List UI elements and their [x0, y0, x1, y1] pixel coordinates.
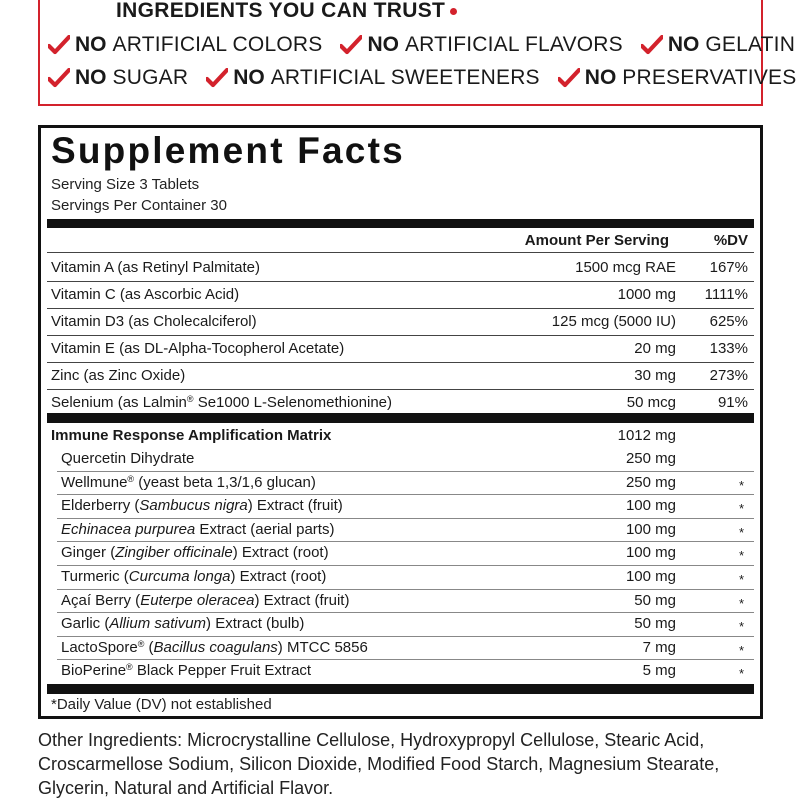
header-dv: %DV — [713, 232, 748, 249]
ingredient-dv: * — [738, 572, 744, 587]
matrix-ingredient-row — [47, 566, 754, 590]
serving-size: Serving Size 3 Tablets — [51, 176, 200, 193]
check-icon — [48, 68, 70, 88]
thick-divider — [47, 413, 754, 423]
trust-claim — [558, 66, 797, 90]
thick-divider — [47, 219, 754, 228]
trust-title-text: INGREDIENTS YOU CAN TRUST — [116, 0, 446, 22]
latin-name: Bacillus coagulans — [153, 638, 278, 656]
header-amount: Amount Per Serving — [524, 232, 669, 249]
matrix-ingredient-row — [47, 637, 754, 661]
claim-no: NO — [667, 33, 700, 56]
matrix-ingredient-row — [47, 472, 754, 496]
claim-no: NO — [75, 66, 107, 89]
thick-divider — [47, 684, 754, 694]
matrix-ingredient-row — [47, 660, 754, 684]
matrix-ingredient-row — [47, 448, 754, 472]
check-icon — [340, 35, 362, 55]
nutrient-name: Vitamin A (as Retinyl Palmitate) — [51, 259, 260, 276]
claim-no: NO — [75, 33, 107, 56]
title-dot — [450, 8, 457, 15]
nutrient-dv: 273% — [709, 367, 748, 384]
header-divider — [47, 252, 754, 253]
nutrient-row — [47, 282, 754, 309]
claim-no: NO — [584, 66, 617, 89]
matrix-ingredient-row — [47, 519, 754, 543]
matrix-amount: 1012 mg — [617, 427, 676, 444]
servings-per-container: Servings Per Container 30 — [51, 197, 227, 214]
claim-text: ARTIFICIAL SWEETENERS — [270, 66, 540, 89]
claim-text: SUGAR — [112, 66, 189, 89]
matrix-row — [47, 425, 754, 447]
ingredient-name: Turmeric (Curcuma longa) Extract (root) — [61, 568, 327, 585]
nutrient-name: Vitamin C (as Ascorbic Acid) — [51, 286, 240, 303]
ingredient-name: Wellmune® (yeast beta 1,3/1,6 glucan) — [61, 473, 316, 491]
ingredient-amount: 100 mg — [625, 544, 676, 562]
registered-mark: ® — [126, 662, 133, 673]
trust-claim — [206, 66, 540, 90]
trust-row-1 — [48, 33, 800, 57]
ingredient-name: LactoSpore® (Bacillus coagulans) MTCC 5856 — [61, 638, 368, 656]
matrix-ingredient-row — [47, 542, 754, 566]
ingredient-name: Açaí Berry (Euterpe oleracea) Extract (fruit) — [61, 591, 350, 609]
nutrient-name: Zinc (as Zinc Oxide) — [51, 367, 186, 384]
nutrient-row — [47, 336, 754, 363]
ingredient-amount: 250 mg — [625, 473, 676, 491]
nutrient-amount: 125 mcg (5000 IU) — [551, 313, 676, 330]
nutrient-row — [47, 255, 754, 282]
ingredient-amount: 100 mg — [625, 497, 676, 515]
nutrient-name: Selenium (as Lalmin® Se1000 L-Selenomethionine) — [51, 394, 393, 411]
ingredient-name: Garlic (Allium sativum) Extract (bulb) — [61, 615, 305, 633]
claim-text: PRESERVATIVES — [622, 66, 797, 89]
ingredient-amount: 5 mg — [642, 662, 676, 680]
ingredient-dv: * — [738, 501, 744, 517]
check-icon — [558, 68, 580, 88]
nutrient-amount: 30 mg — [634, 367, 676, 384]
ingredient-name: Elderberry (Sambucus nigra) Extract (fruit) — [61, 497, 343, 515]
ingredient-dv: * — [738, 642, 744, 658]
nutrient-row — [47, 363, 754, 390]
claim-text: GELATIN — [705, 33, 796, 56]
registered-mark: ® — [137, 638, 145, 649]
nutrient-dv: 167% — [709, 259, 748, 276]
supplement-facts-panel — [38, 125, 763, 719]
claim-text: ARTIFICIAL COLORS — [112, 33, 323, 56]
trust-claim — [48, 33, 322, 57]
ingredient-name: Quercetin Dihydrate — [61, 450, 195, 467]
ingredient-name: Ginger (Zingiber officinale) Extract (root) — [61, 544, 329, 562]
ingredient-amount: 100 mg — [625, 520, 676, 538]
check-icon — [641, 35, 663, 55]
claim-text: ARTIFICIAL FLAVORS — [404, 33, 623, 56]
claim-no: NO — [367, 33, 399, 56]
nutrient-amount: 1500 mcg RAE — [575, 259, 676, 276]
facts-title: Supplement Facts — [51, 130, 405, 171]
ingredient-dv: * — [738, 524, 744, 540]
matrix-ingredient-row — [47, 495, 754, 519]
nutrient-dv: 133% — [709, 340, 748, 357]
nutrient-name: Vitamin E (as DL-Alpha-Tocopherol Acetate) — [51, 340, 345, 357]
trust-claim — [340, 33, 622, 57]
matrix-name: Immune Response Amplification Matrix — [51, 427, 332, 444]
latin-name: Echinacea purpurea — [61, 520, 196, 538]
claim-no: NO — [233, 66, 265, 89]
ingredient-name: BioPerine® Black Pepper Fruit Extract — [61, 662, 312, 680]
latin-name: Allium sativum — [109, 615, 207, 633]
nutrient-amount: 20 mg — [634, 340, 676, 357]
matrix-ingredient-row — [47, 590, 754, 614]
check-icon — [206, 68, 228, 88]
latin-name: Sambucus nigra — [139, 497, 248, 515]
nutrient-dv: 91% — [717, 394, 748, 411]
footnote: *Daily Value (DV) not established — [51, 696, 272, 713]
nutrient-dv: 1111% — [704, 286, 748, 303]
trust-claim — [48, 66, 188, 90]
trust-claim — [641, 33, 795, 57]
ingredient-amount: 50 mg — [634, 591, 676, 609]
ingredient-dv: * — [738, 595, 744, 611]
registered-mark: ® — [127, 473, 135, 484]
latin-name: Euterpe oleracea — [140, 591, 255, 609]
nutrient-name: Vitamin D3 (as Cholecalciferol) — [51, 313, 257, 330]
matrix-ingredient-row — [47, 613, 754, 637]
other-ingredients: Other Ingredients: Microcrystalline Cellulose, Hydroxypropyl Cellulose, Stearic Acid, Croscarmellose Sodium, Silicon Dioxide, Modified Food Starch, Magnesium Stearate, Glycerin, Natural and Artificial Flavor. — [38, 730, 720, 798]
ingredient-dv: * — [738, 477, 744, 493]
nutrient-amount: 50 mcg — [626, 394, 676, 411]
ingredient-dv: * — [738, 619, 744, 635]
latin-name: Zingiber officinale — [115, 544, 233, 562]
latin-name: Curcuma longa — [128, 568, 231, 585]
trust-row-2 — [48, 66, 800, 90]
nutrient-amount: 1000 mg — [617, 286, 676, 303]
ingredient-amount: 100 mg — [625, 568, 676, 585]
ingredient-amount: 50 mg — [634, 615, 676, 633]
check-icon — [48, 35, 70, 55]
registered-mark: ® — [186, 394, 194, 404]
ingredient-amount: 250 mg — [625, 450, 676, 467]
nutrient-row — [47, 309, 754, 336]
ingredient-amount: 7 mg — [642, 638, 676, 656]
nutrient-dv: 625% — [709, 313, 748, 330]
ingredient-name: Echinacea purpurea Extract (aerial parts) — [61, 520, 335, 538]
ingredients-trust-box — [38, 0, 797, 106]
ingredient-dv: * — [738, 548, 744, 564]
trust-title — [102, 0, 463, 23]
ingredient-dv: * — [738, 666, 744, 682]
